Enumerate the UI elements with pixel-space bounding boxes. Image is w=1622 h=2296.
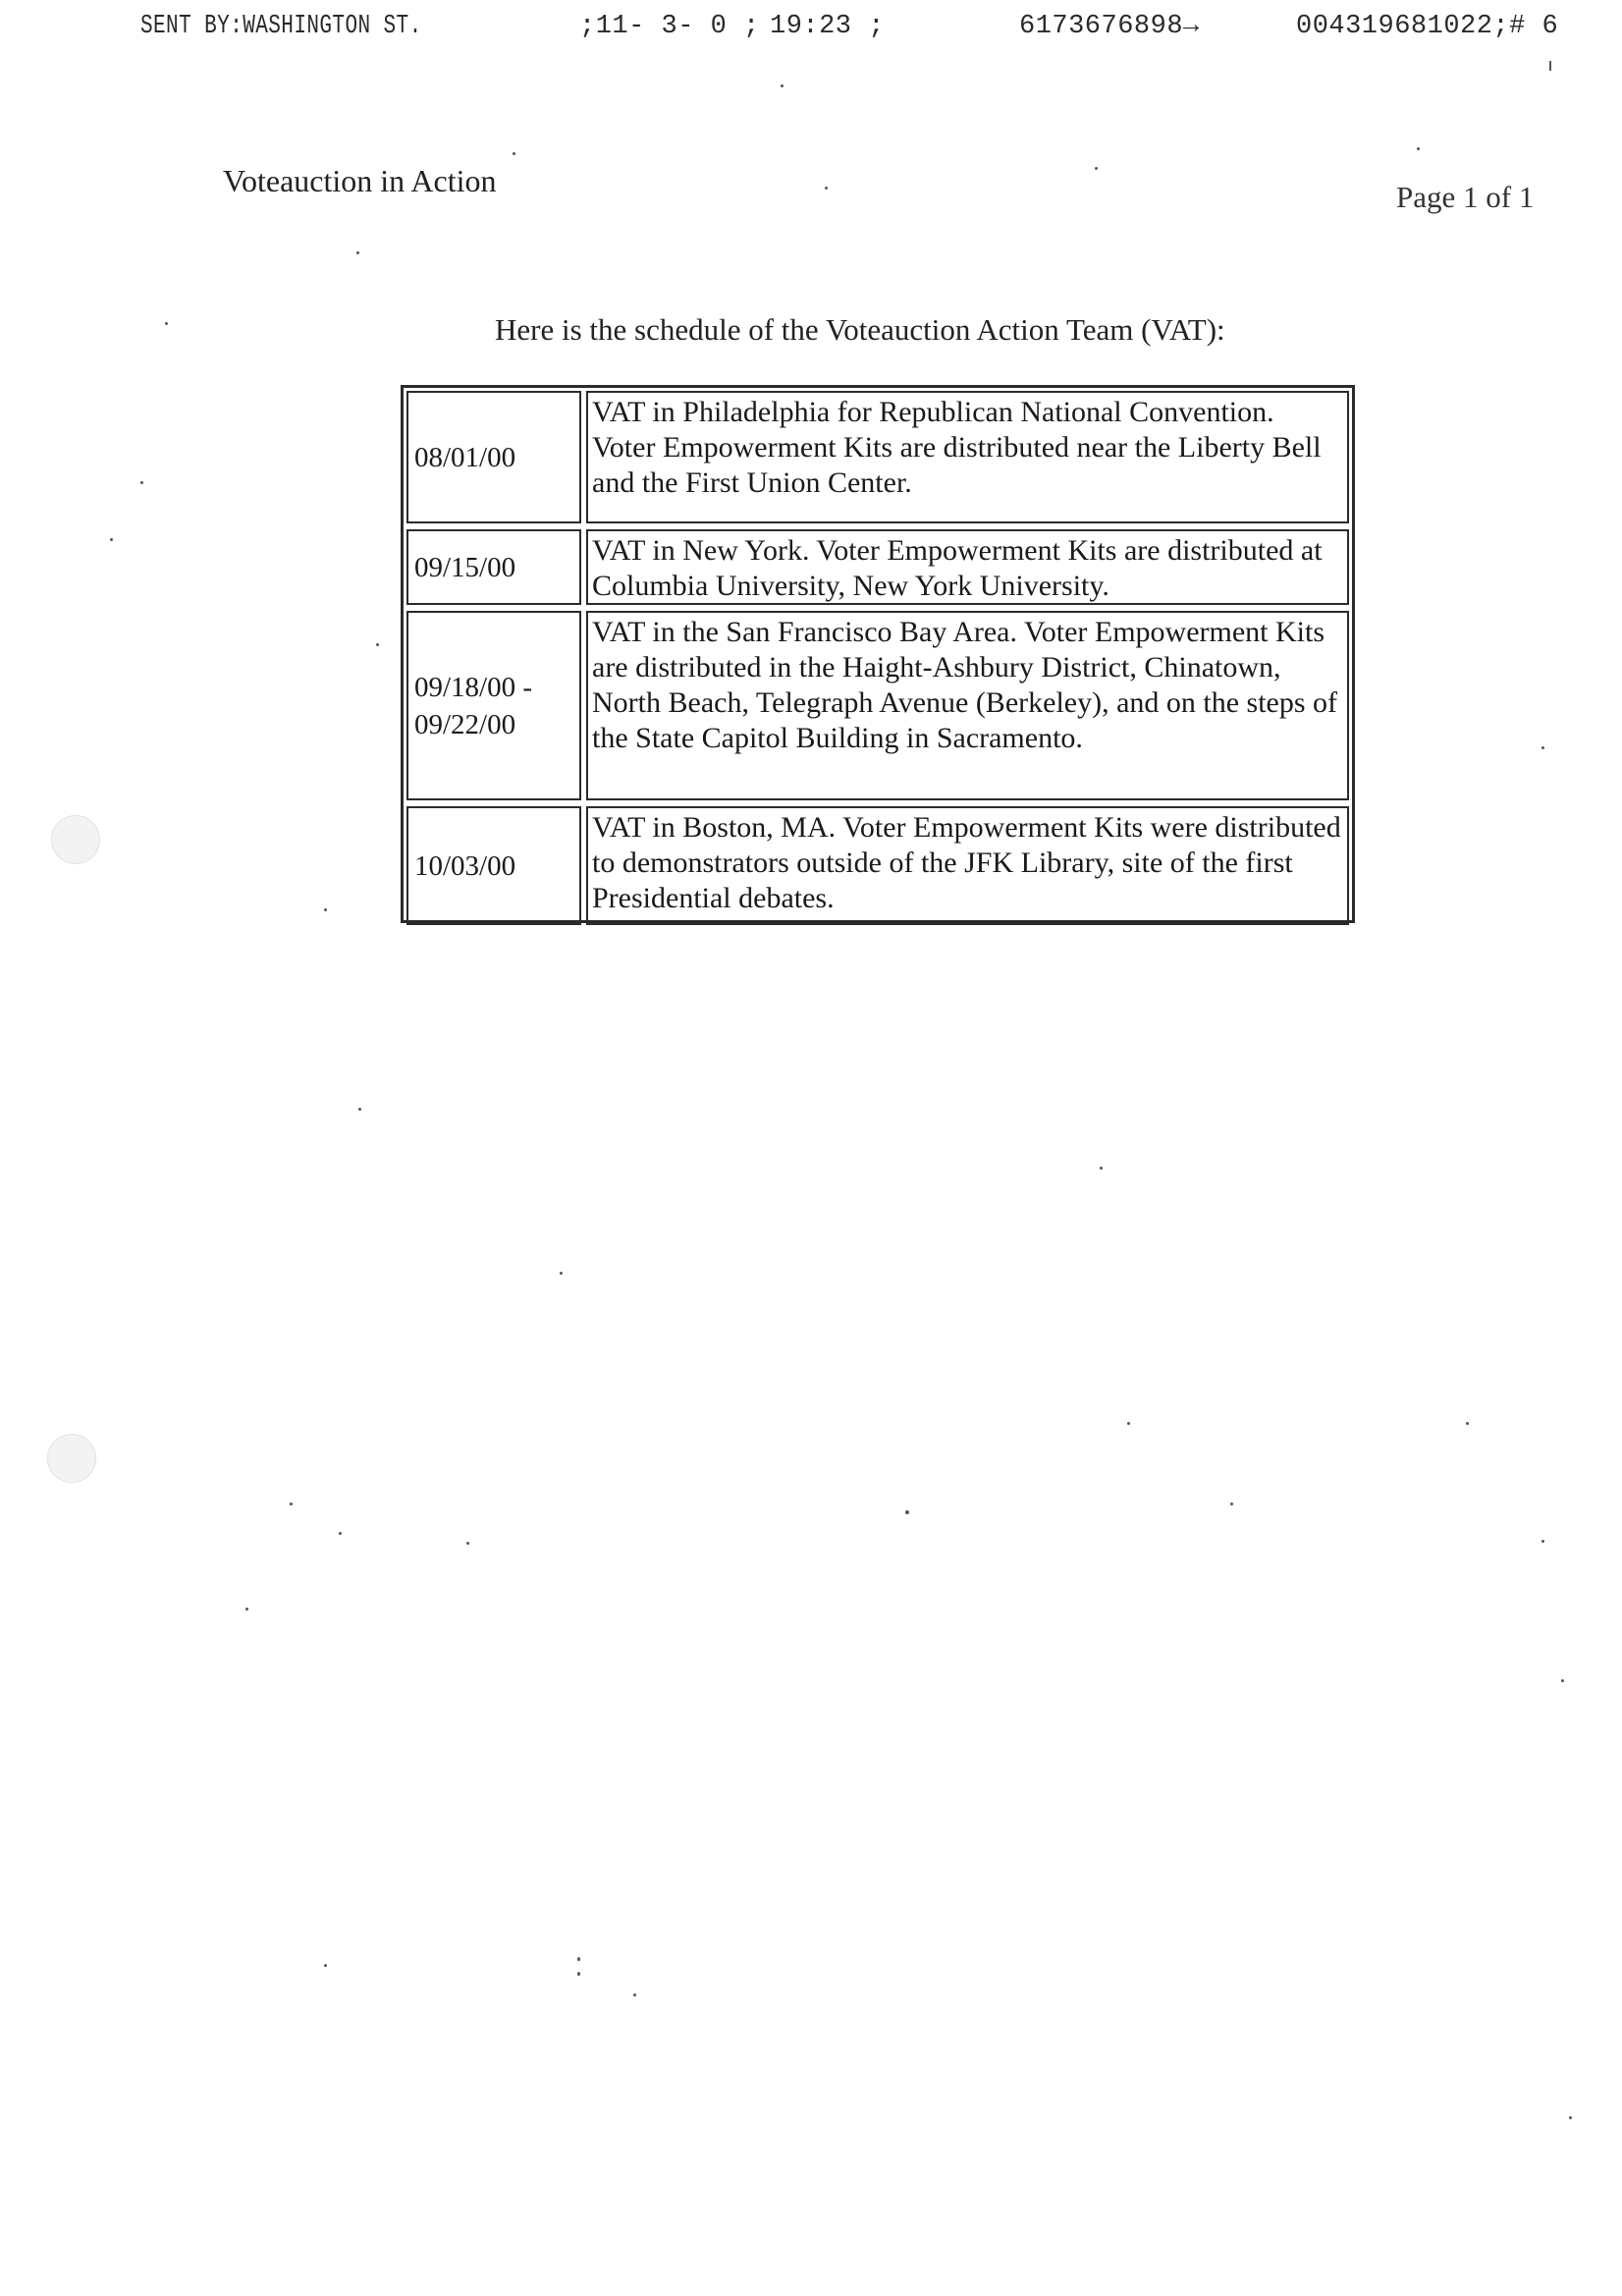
scan-speck <box>339 1532 342 1535</box>
schedule-description: VAT in Boston, MA. Voter Empowerment Kits were distributed to demonstrators outside of the JFK Library, site of the first Presidential debates. <box>586 806 1349 925</box>
scan-speck <box>1127 1422 1130 1425</box>
schedule-date: 10/03/00 <box>406 806 581 925</box>
scan-speck <box>356 251 359 254</box>
scan-speck <box>140 481 143 484</box>
scan-speck <box>825 187 828 190</box>
fax-date: ;11- 3- 0 ; <box>579 12 760 41</box>
scan-speck <box>1541 1540 1544 1543</box>
schedule-description: VAT in New York. Voter Empowerment Kits are distributed at Columbia University, New York University. <box>586 529 1349 605</box>
schedule-description: VAT in the San Francisco Bay Area. Voter Empowerment Kits are distributed in the Haight-Ashbury District, Chinatown, North Beach, Telegraph Avenue (Berkeley), and on the steps of the State Capitol Building in Sacramento. <box>586 611 1349 800</box>
schedule-date: 08/01/00 <box>406 391 581 523</box>
scan-speck <box>781 84 784 87</box>
scan-speck <box>1569 2116 1572 2119</box>
scan-speck <box>633 1994 636 1996</box>
scan-speck <box>290 1503 293 1505</box>
scan-speck <box>110 538 113 541</box>
scan-speck <box>1100 1167 1103 1170</box>
scan-speck <box>165 322 168 325</box>
fax-sender: SENT BY:WASHINGTON ST. <box>140 12 422 41</box>
punch-hole-mark <box>51 815 100 864</box>
page-indicator: Page 1 of 1 <box>1396 180 1535 214</box>
scan-speck <box>905 1510 909 1514</box>
scan-speck <box>577 1957 580 1961</box>
scan-speck <box>1417 147 1420 150</box>
fax-phone: 6173676898→ <box>1019 12 1200 41</box>
scan-speck <box>513 152 515 155</box>
scan-speck <box>1541 746 1544 749</box>
scan-speck <box>466 1542 469 1545</box>
scan-speck <box>1561 1679 1564 1682</box>
schedule-intro: Here is the schedule of the Voteauction Action Team (VAT): <box>495 312 1225 347</box>
scan-speck <box>1549 61 1551 71</box>
scan-speck <box>324 1964 327 1967</box>
fax-destination-page: 004319681022;# 6 <box>1296 12 1559 41</box>
scan-speck <box>324 908 327 911</box>
scan-speck <box>1095 167 1098 170</box>
schedule-table <box>401 385 1355 923</box>
scan-speck <box>1466 1422 1469 1425</box>
fax-header <box>0 12 1622 55</box>
scan-speck <box>376 643 379 646</box>
scan-speck <box>1230 1503 1233 1505</box>
scan-speck <box>245 1608 248 1611</box>
schedule-description: VAT in Philadelphia for Republican National Convention. Voter Empowerment Kits are distributed near the Liberty Bell and the First Union Center. <box>586 391 1349 523</box>
schedule-date: 09/18/00 - 09/22/00 <box>406 611 581 800</box>
scan-speck <box>560 1272 563 1275</box>
scan-speck <box>358 1108 361 1111</box>
scan-speck <box>577 1972 580 1976</box>
punch-hole-mark <box>47 1434 96 1483</box>
fax-time: 19:23 ; <box>770 12 885 41</box>
document-title: Voteauction in Action <box>223 163 497 198</box>
schedule-date: 09/15/00 <box>406 529 581 605</box>
